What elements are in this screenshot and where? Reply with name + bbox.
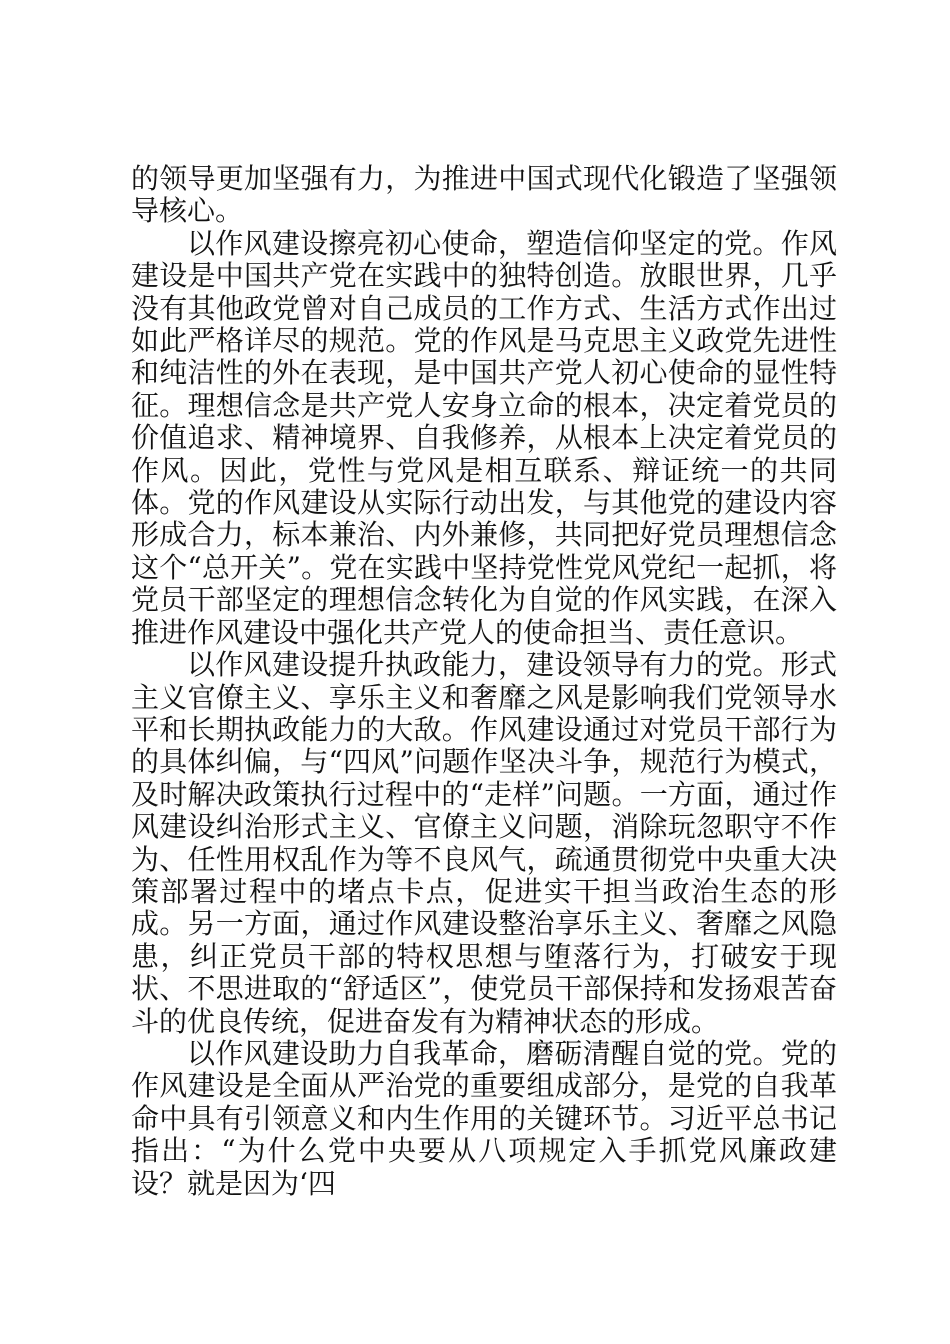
paragraph-faith: 以作风建设擦亮初心使命，塑造信仰坚定的党。作风建设是中国共产党在实践中的独特创造。放眼世界，几乎没有其他政党曾对自己成员的工作方式、生活方式作出过如此严格详尽的规范。党的作风是马克思主义政党先进性和纯洁性的外在表现，是中国共产党人初心使命的显性特征。理想信念是共产党人安身立命的根本，决定着党员的价值追求、精神境界、自我修养，从根本上决定着党员的作风。因此，党性与党风是相互联系、辩证统一的共同体。党的作风建设从实际行动出发，与其他党的建设内容形成合力，标本兼治、内外兼修，共同把好党员理想信念这个“总开关”。党在实践中坚持党性党风党纪一起抓，将党员干部坚定的理想信念转化为自觉的作风实践，在深入推进作风建设中强化共产党人的使命担当、责任意识。 — [131, 226, 837, 649]
paragraph-continuation: 的领导更加坚强有力，为推进中国式现代化锻造了坚强领导核心。 — [131, 162, 837, 228]
document-body — [131, 163, 837, 1200]
paragraph-governance: 以作风建设提升执政能力，建设领导有力的党。形式主义官僚主义、享乐主义和奢靡之风是影响我们党领导水平和长期执政能力的大敌。作风建设通过对党员干部行为的具体纠偏，与“四风”问题作坚决斗争，规范行为模式，及时解决政策执行过程中的“走样”问题。一方面，通过作风建设纠治形式主义、官僚主义问题，消除玩忽职守不作为、任性用权乱作为等不良风气，疏通贯彻党中央重大决策部署过程中的堵点卡点，促进实干担当政治生态的形成。另一方面，通过作风建设整治享乐主义、奢靡之风隐患，纠正党员干部的特权思想与堕落行为，打破安于现状、不思进取的“舒适区”，使党员干部保持和发扬艰苦奋斗的优良传统，促进奋发有为精神状态的形成。 — [131, 648, 837, 1038]
paragraph-self-revolution: 以作风建设助力自我革命，磨砺清醒自觉的党。党的作风建设是全面从严治党的重要组成部分，是党的自我革命中具有引领意义和内生作用的关键环节。习近平总书记指出：“为什么党中央要从八项规定入手抓党风廉政建设？就是因为‘四 — [131, 1036, 837, 1200]
